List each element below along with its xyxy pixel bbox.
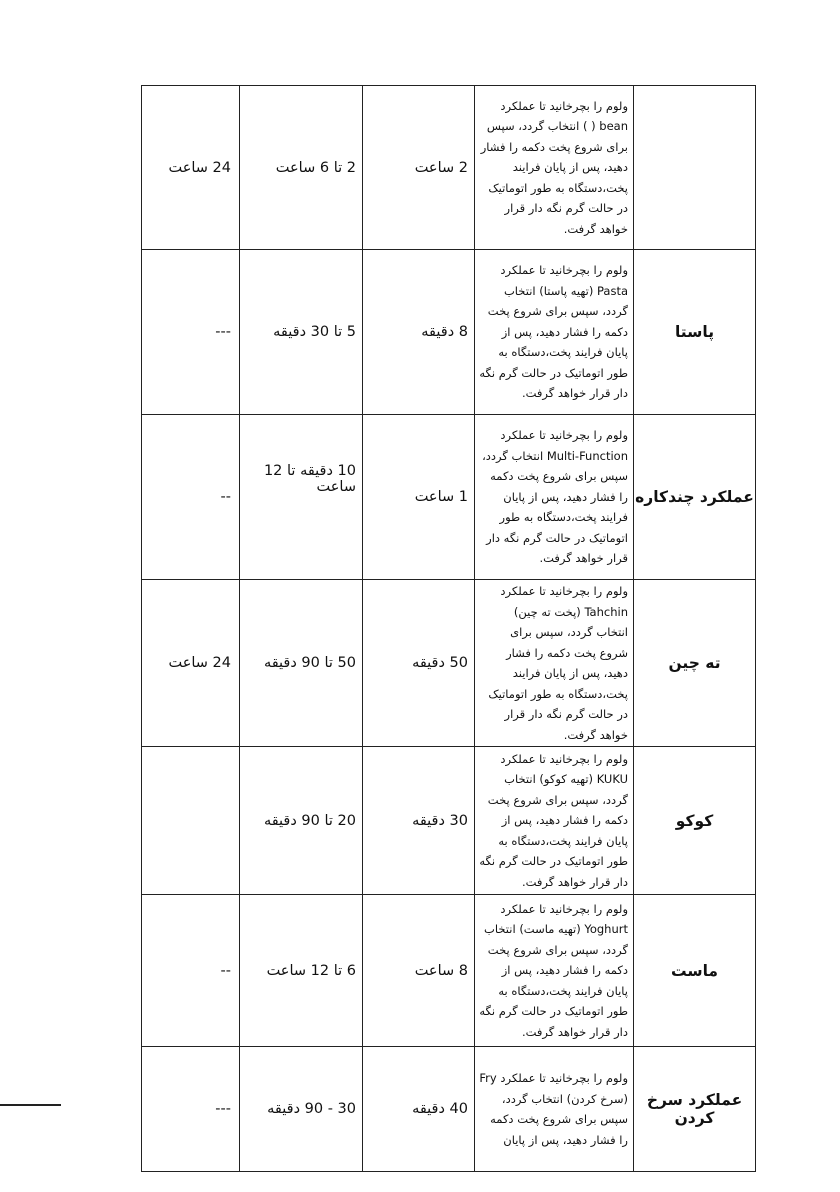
keep-warm-time: -- xyxy=(142,895,240,1047)
table-row xyxy=(142,1047,756,1172)
time-range: 5 تا 30 دقیقه xyxy=(240,250,363,415)
time-range: 30 - 90 دقیقه xyxy=(240,1047,363,1172)
program-name: کوکو xyxy=(634,747,756,895)
default-time: 8 ساعت xyxy=(363,895,475,1047)
program-description: ولوم را بچرخانید تا عملکرد bean ( ) انتخاب گردد، سپس برای شروع پخت دکمه را فشار دهید، پس از پایان فرایند پخت،دستگاه به طور اتوماتیک در حالت گرم نگه دار قرار خواهد گرفت. xyxy=(475,86,634,250)
time-range: 20 تا 90 دقیقه xyxy=(240,747,363,895)
cooking-programs-table-wrapper xyxy=(141,85,755,1147)
table-row xyxy=(142,580,756,747)
program-description: ولوم را بچرخانید تا عملکرد Pasta (تهیه پاستا) انتخاب گردد، سپس برای شروع پخت دکمه را فشار دهید، پس از پایان فرایند پخت،دستگاه به طور اتوماتیک در حالت گرم نگه دار قرار خواهد گرفت. xyxy=(475,250,634,415)
default-time: 40 دقیقه xyxy=(363,1047,475,1172)
time-range: 2 تا 6 ساعت xyxy=(240,86,363,250)
table-row xyxy=(142,250,756,415)
cooking-programs-table xyxy=(141,85,756,1172)
default-time: 1 ساعت xyxy=(363,415,475,580)
program-name: ماست xyxy=(634,895,756,1047)
table-row xyxy=(142,415,756,580)
table-row xyxy=(142,895,756,1047)
time-range: 50 تا 90 دقیقه xyxy=(240,580,363,747)
default-time: 8 دقیقه xyxy=(363,250,475,415)
program-name: عملکرد سرخ کردن xyxy=(634,1047,756,1172)
program-description: ولوم را بچرخانید تا عملکرد Multi-Function انتخاب گردد، سپس برای شروع پخت دکمه را فشار دهید، پس از پایان فرایند پخت،دستگاه به طور اتوماتیک در حالت گرم نگه دار قرار خواهد گرفت. xyxy=(475,415,634,580)
program-name: عملکرد چندکاره xyxy=(634,415,756,580)
program-name: ته چین xyxy=(634,580,756,747)
program-description: ولوم را بچرخانید تا عملکرد KUKU (تهیه کوکو) انتخاب گردد، سپس برای شروع پخت دکمه را فشار دهید، پس از پایان فرایند پخت،دستگاه به طور اتوماتیک در حالت گرم نگه دار قرار خواهد گرفت. xyxy=(475,747,634,895)
keep-warm-time: --- xyxy=(142,250,240,415)
program-name xyxy=(634,86,756,250)
default-time: 50 دقیقه xyxy=(363,580,475,747)
keep-warm-time: 24 ساعت xyxy=(142,580,240,747)
program-name: پاستا xyxy=(634,250,756,415)
table-row xyxy=(142,747,756,895)
keep-warm-time xyxy=(142,747,240,895)
program-description: ولوم را بچرخانید تا عملکرد Yoghurt (تهیه ماست) انتخاب گردد، سپس برای شروع پخت دکمه را فشار دهید، پس از پایان فرایند پخت،دستگاه به طور اتوماتیک در حالت گرم نگه دار قرار خواهد گرفت. xyxy=(475,895,634,1047)
default-time: 30 دقیقه xyxy=(363,747,475,895)
default-time: 2 ساعت xyxy=(363,86,475,250)
keep-warm-time: -- xyxy=(142,415,240,580)
time-range: 10 دقیقه تا 12 ساعت xyxy=(240,415,363,580)
keep-warm-time: 24 ساعت xyxy=(142,86,240,250)
footnote-divider xyxy=(0,1104,61,1106)
time-range: 6 تا 12 ساعت xyxy=(240,895,363,1047)
program-description: ولوم را بچرخانید تا عملکرد Fry (سرخ کردن) انتخاب گردد، سپس برای شروع پخت دکمه را فشار دهید، پس از پایان xyxy=(475,1047,634,1172)
keep-warm-time: --- xyxy=(142,1047,240,1172)
table-row xyxy=(142,86,756,250)
program-description: ولوم را بچرخانید تا عملکرد Tahchin (پخت ته چین) انتخاب گردد، سپس برای شروع پخت دکمه را فشار دهید، پس از پایان فرایند پخت،دستگاه به طور اتوماتیک در حالت گرم نگه دار قرار خواهد گرفت. xyxy=(475,580,634,747)
